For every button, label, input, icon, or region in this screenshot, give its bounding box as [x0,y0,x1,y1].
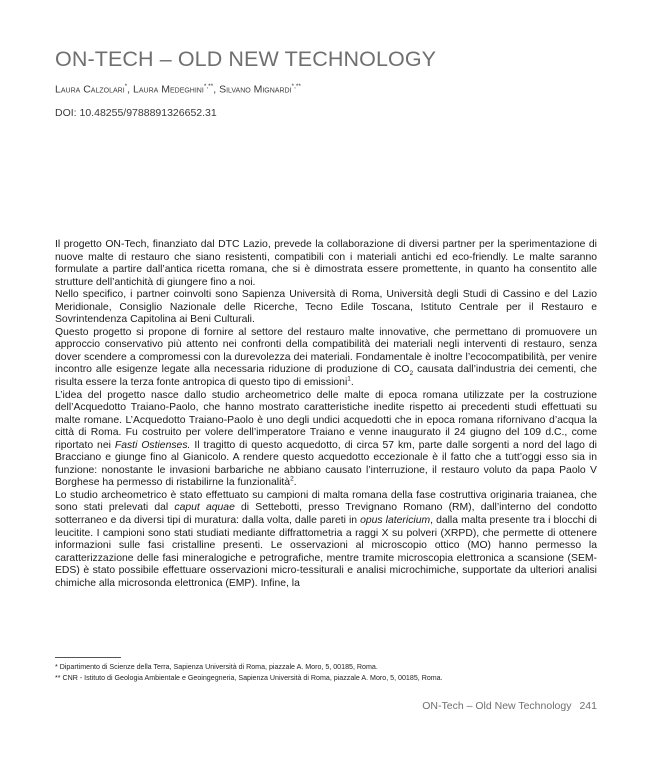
subscript: 2 [409,370,414,378]
text-run: causata dall’industria dei cementi, che risulta essere la terza fonte antropica di questo tipo di emissioni [55,364,597,389]
paragraph-5 [55,490,597,590]
footnote-ref: 2 [290,475,294,483]
author-line: Laura Calzolari*, Laura Medeghini*,**, Silvano Mignardi*,** [55,83,301,96]
italic-term: caput aquae [174,502,235,514]
author-name: Laura Calzolari [55,83,125,96]
running-title: ON-Tech – Old New Technology [422,700,572,712]
text-run: Questo progetto si propone di fornire al settore del restauro malte innovative, che permettano di promuovere un approccio conservativo più attento nei confronti della compatibilità dei materiali negli interventi di restauro, senza dover scendere a compromessi con la durevolezza dei materiali. Fondamentale è inoltre l’ecocompatibilità, per venire incontro alle esigenze legate alla necessaria riduzione di produzione di CO [55,326,597,376]
affiliation-mark: *,** [291,83,301,90]
italic-title: Fasti Ostienses. [114,439,191,451]
article-title: ON-TECH – OLD NEW TECHNOLOGY [55,47,437,71]
footnotes [55,662,443,684]
italic-term: opus latericium [360,515,431,527]
text-run: Il tragitto di questo acquedotto, di circa 57 km, parte dalle sorgenti a nord del lago di Bracciano e giunge fino al Gianicolo. A rendere questo acquedotto eccezionale è il fatto che a tutt’oggi esso sia in funzione: nonostante le invasioni barbariche ne abbiano causato l’interruzione, il restauro voluto da papa Paolo V Borghese ha permesso di ristabilirne la funzionalità [55,439,597,489]
text-run: . [293,477,297,489]
author-name: Silvano Mignardi [219,83,292,96]
text-run: L’idea del progetto nasce dallo studio archeometrico delle malte di epoca romana utilizzate per la costruzione dell’Acquedotto Traiano-Paolo, che hanno mostrato caratteristiche inedite rispetto ai precedenti studi effettuati su malte romane. L’Acquedotto Traiano-Paolo è uno degli undici acquedotti che in epoca romana rifornivano d’acqua la città di Roma. Fu costruito per volere dell’imperatore Traiano e venne inaugurato il 24 giugno del 109 d.C., come riportato nei [55,389,597,451]
article-body [55,239,597,590]
affiliation-mark: *,** [203,83,214,90]
paragraph-3 [55,327,597,390]
footnote: * Dipartimento di Scienze della Terra, Sapienza Università di Roma, piazzale A. Moro, 5, 00185, Roma. [55,663,378,671]
paragraph-1: Il progetto ON-Tech, finanziato dal DTC Lazio, prevede la collaborazione di diversi partner per la sperimentazione di nuove malte di restauro che siano resistenti, compatibili con i materiali antichi ed eco-friendly. Le malte saranno formulate a partire dall’antica ricetta romana, che si è dimostrata essere promettente, in quanto ha consentito alle strutture dell’antichità di giungere fino a noi. [55,239,597,288]
page-number: 241 [579,700,597,712]
text-run: , dalla malta presente tra i blocchi di leucitite. I campioni sono stati studiati mediante diffrattometria a raggi X su polveri (XRPD), che permette di ottenere informazioni sulle fasi cristalline presenti. Le osservazioni al microscopio ottico (MO) hanno permesso la caratterizzazione delle fasi mineralogiche e petrografiche, mentre tramite microscopia elettronica a scansione (SEM-EDS) è stato possibile effettuare osservazioni micro-tessiturali e analisi microchimiche, supportate da ulteriori analisi chimiche alla microsonda elettronica (EMP). Infine, la [55,515,597,589]
footnote-ref: 1 [347,375,351,383]
paragraph-4 [55,390,597,490]
running-footer [422,700,597,712]
footnote: ** CNR - Istituto di Geologia Ambientale e Geoingegneria, Sapienza Università di Roma, piazzale A. Moro, 5, 00185, Roma. [55,674,443,682]
text-run: di Settebotti, presso Trevignano Romano (RM), dall’interno del condotto sotterraneo e da diversi tipi di muratura: dalla volta, dalle pareti in [55,502,597,527]
author-name: Laura Medeghini [133,83,204,96]
text-run: Lo studio archeometrico è stato effettuato su campioni di malta romana della fase costruttiva originaria traianea, che sono stati prelevati dal [55,489,597,514]
text-run: . [350,377,354,389]
affiliation-mark: * [124,83,128,90]
paragraph-2: Nello specifico, i partner coinvolti sono Sapienza Università di Roma, Università degli Studi di Cassino e del Lazio Meridionale, Consiglio Nazionale delle Ricerche, Tecno Edile Toscana, Istituto Centrale per il Restauro e Sovrintendenza Capitolina ai Beni Culturali. [55,289,597,326]
doi: DOI: 10.48255/9788891326652.31 [55,107,217,119]
footnote-divider [55,657,121,658]
